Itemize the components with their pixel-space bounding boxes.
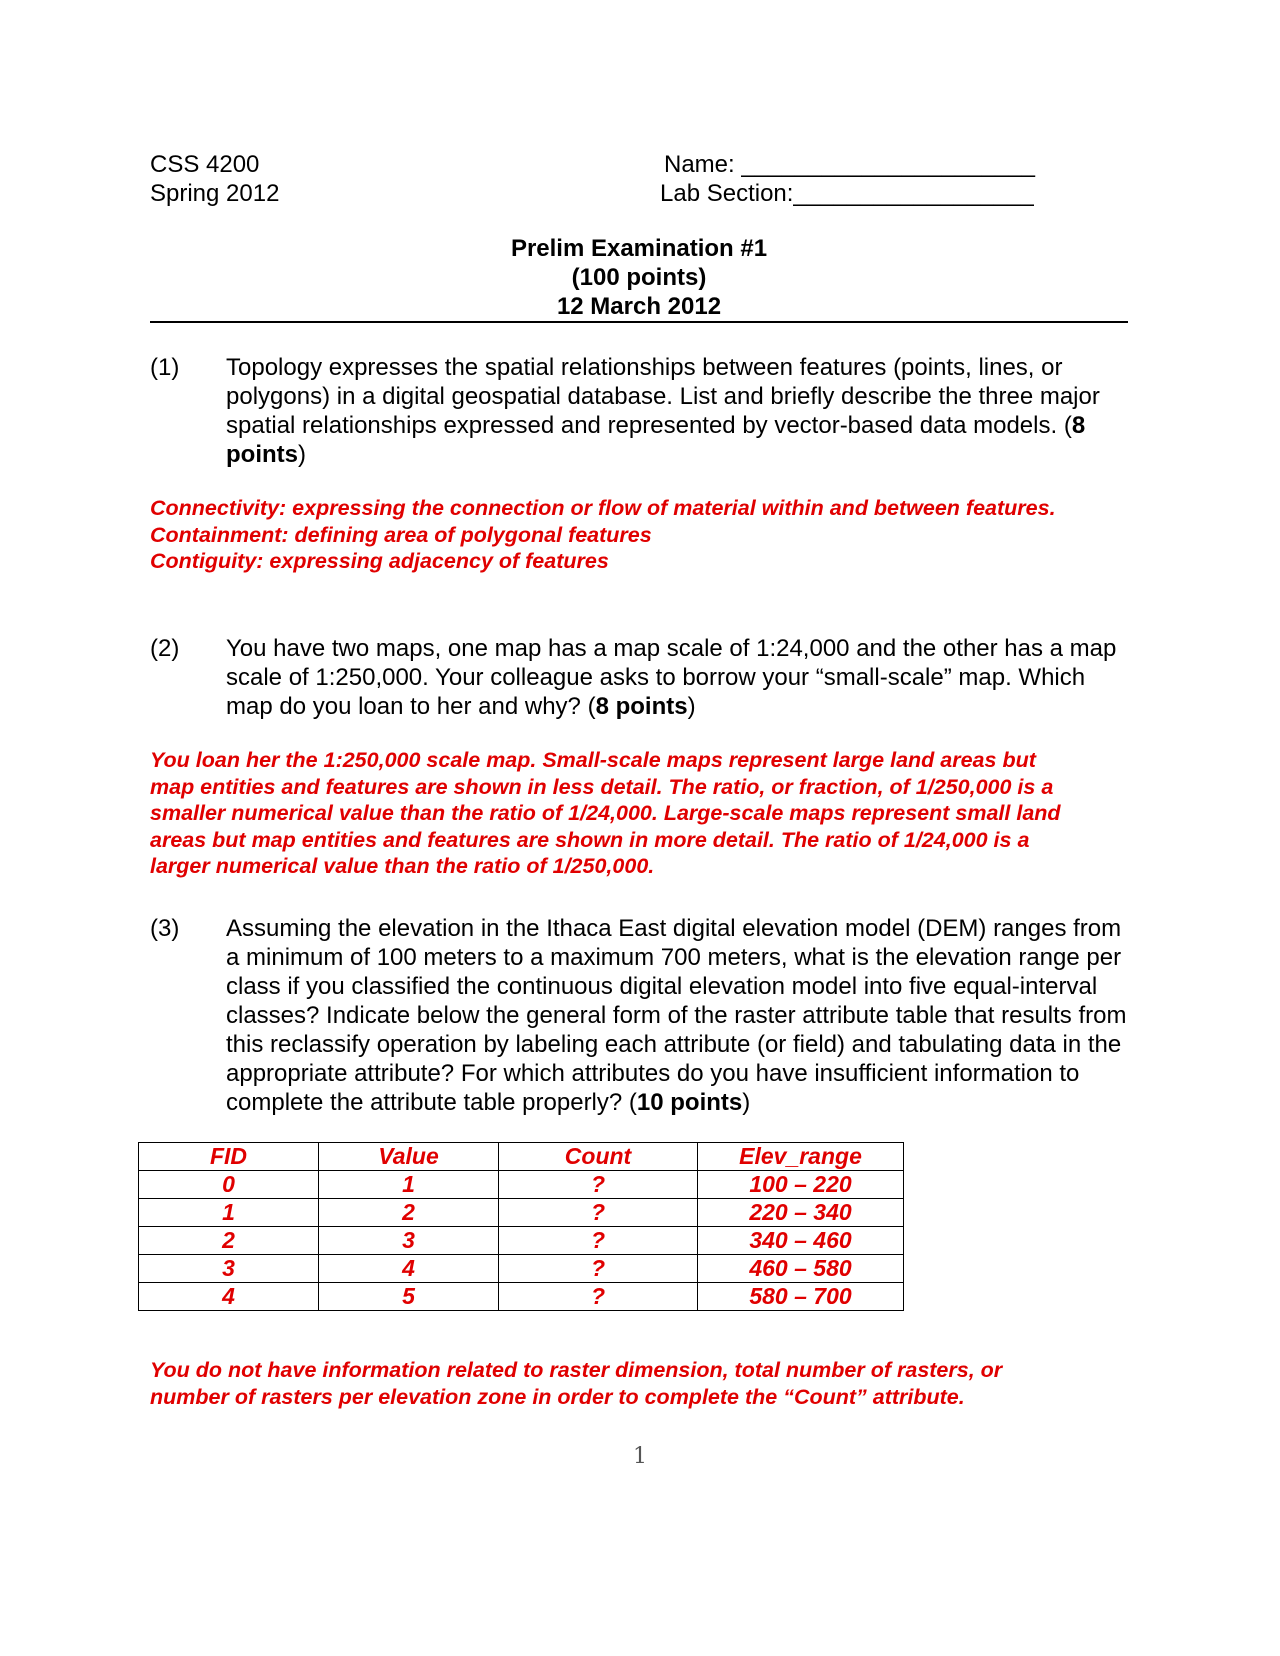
name-field-label: Name: ______________________ [664,151,1036,178]
answer-line: areas but map entities and features are shown in more detail. The ratio of 1/24,000 is a [150,827,1030,852]
table-cell: 5 [319,1283,499,1311]
question-points: 8 points [595,693,688,720]
question-number: (3) [150,915,180,942]
table-cell: 1 [139,1199,319,1227]
table-cell: 0 [139,1171,319,1199]
table-cell: 2 [319,1199,499,1227]
table-header-row [139,1143,904,1171]
table-cell: 4 [139,1283,319,1311]
table-cell: 2 [139,1227,319,1255]
table-row [139,1255,904,1283]
answer-line: You loan her the 1:250,000 scale map. Small-scale maps represent large land areas but [150,748,1036,772]
table-header-cell: Value [319,1143,499,1171]
table-row [139,1283,904,1311]
question-body: Assuming the elevation in the Ithaca East digital elevation model (DEM) ranges from a minimum of 100 meters to a maximum 700 meters, what is the elevation range per class if you classified the continuous digital elevation model into five equal-interval classes? Indicate below the general form of the raster attribute table that results from this reclassify operation by labeling each attribute (or field) and tabulating data in the appropriate attribute? For which attributes do you have insufficient information to complete the attribute table properly? ( [226,915,1127,1116]
course-term: Spring 2012 [150,180,280,207]
page-number: 1 [633,1444,647,1469]
answer-line: You do not have information related to raster dimension, total number of rasters, or [150,1358,1003,1382]
table-cell: 3 [139,1255,319,1283]
answer-line: larger numerical value than the ratio of 1/250,000. [150,854,655,878]
question-text [226,634,1131,721]
table-row [139,1171,904,1199]
question-number: (2) [150,635,180,662]
exam-title-line: Prelim Examination #1 [510,235,768,262]
question-close: ) [687,693,696,720]
table-cell: 4 [319,1255,499,1283]
question-close: ) [742,1089,751,1116]
table-cell: ? [499,1283,698,1311]
course-code: CSS 4200 [150,151,260,178]
answer-1 [150,495,1140,575]
question-close: ) [298,441,306,468]
question-text [226,914,1131,1117]
table-cell: 460 – 580 [698,1255,904,1283]
table-row [139,1227,904,1255]
lab-section-field-label: Lab Section:__________________ [660,180,1034,207]
table-row [139,1199,904,1227]
table-cell: 3 [319,1227,499,1255]
question-points: 8 points [226,412,1086,468]
question-points: 10 points [636,1089,743,1116]
table-cell: 1 [319,1171,499,1199]
answer-line: Contiguity: expressing adjacency of features [150,549,609,573]
question-body: You have two maps, one map has a map scale of 1:24,000 and the other has a map scale of 1:250,000. Your colleague asks to borrow your “small-scale” map. Which map do you loan to her and why? ( [226,635,1117,720]
table-cell: 340 – 460 [698,1227,904,1255]
answer-line: map entities and features are shown in less detail. The ratio, or fraction, of 1/250,000 is a [150,774,1054,799]
table-cell: 100 – 220 [698,1171,904,1199]
table-cell: ? [499,1255,698,1283]
table-cell: ? [499,1199,698,1227]
question-text [226,353,1131,469]
course-info [150,150,279,208]
table-header-cell: FID [139,1143,319,1171]
title-divider [150,321,1128,323]
student-info [660,150,1035,208]
answer-line: Containment: defining area of polygonal features [150,522,652,547]
exam-title [150,234,1128,321]
exam-points-line: (100 points) [571,264,707,291]
exam-date-line: 12 March 2012 [556,293,722,320]
answer-line: Connectivity: expressing the connection or flow of material within and between features. [150,496,1056,520]
question-body: Topology expresses the spatial relationships between features (points, lines, or polygons) in a digital geospatial database. List and briefly describe the three major spatial relationships expressed and represented by vector-based data models. ( [226,354,1100,439]
question-number: (1) [150,354,180,381]
table-cell: 580 – 700 [698,1283,904,1311]
table-cell: ? [499,1171,698,1199]
table-header-cell: Count [499,1143,698,1171]
answer-line: number of rasters per elevation zone in order to complete the “Count” attribute. [150,1384,965,1409]
table-cell: 220 – 340 [698,1199,904,1227]
answer-2 [150,747,1140,880]
raster-attribute-table [138,1142,904,1311]
table-header-cell: Elev_range [698,1143,904,1171]
answer-line: smaller numerical value than the ratio of 1/24,000. Large-scale maps represent small land [150,801,1061,825]
table-cell: ? [499,1227,698,1255]
answer-3 [150,1357,1140,1410]
